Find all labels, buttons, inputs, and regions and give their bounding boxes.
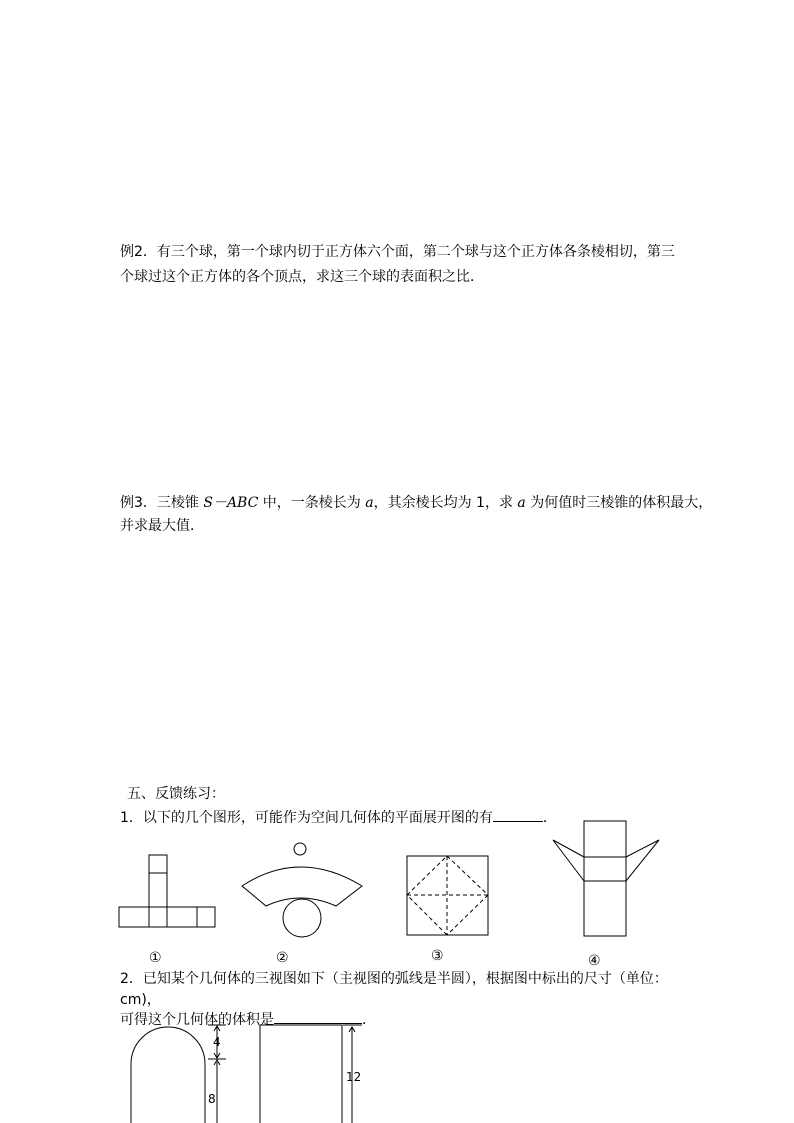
example3-line2: 并求最大值． (120, 518, 204, 534)
example3-mid2: ，其余棱长均为 1，求 (373, 495, 518, 511)
figure2-label: ② (276, 950, 289, 966)
figure1-net (119, 855, 217, 930)
side-view-drawing (258, 1022, 368, 1123)
question1-end: ． (542, 810, 557, 826)
example3-prefix: 例3．三棱锥 (120, 495, 204, 511)
question1-answer-blank[interactable] (493, 805, 543, 822)
example3-suffix: 为何值时三棱锥的体积最大， (525, 495, 713, 511)
pyramid-name: S－ABC (203, 495, 259, 511)
example3-mid1: 中，一条棱长为 (258, 495, 366, 511)
figure3-square-net (406, 855, 490, 937)
variable-a-2: a (517, 495, 526, 511)
figure4-prism-net (552, 820, 662, 938)
figure4-label: ④ (588, 953, 601, 969)
example3-line1 (120, 492, 712, 514)
dimension-top: 4 (213, 1035, 221, 1049)
figure3-label: ③ (431, 948, 444, 964)
question2-line2: cm)， (120, 992, 161, 1008)
question2-line1: 2．已知某个几何体的三视图如下（主视图的弧线是半圆），根据图中标出的尺寸（单位： (120, 971, 668, 987)
figure1-label: ① (149, 950, 162, 966)
example2-line2: 个球过这个正方体的各个顶点，求这三个球的表面积之比． (120, 269, 484, 285)
example2-line1: 例2．有三个球，第一个球内切于正方体六个面，第二个球与这个正方体各条棱相切，第三 (120, 244, 675, 260)
question2-text: 可得这个几何体的体积是 (120, 1012, 274, 1028)
dimension-height: 12 (346, 1070, 362, 1084)
dimension-bottom: 8 (208, 1092, 216, 1106)
question1-text: 1．以下的几个图形，可能作为空间几何体的平面展开图的有 (120, 810, 493, 826)
question2-end: ． (362, 1012, 376, 1028)
front-view-drawing (128, 1022, 238, 1123)
question1 (120, 805, 557, 829)
variable-a: a (365, 495, 374, 511)
figure2-cone-net (240, 840, 365, 940)
feedback-heading: 五、反馈练习： (127, 786, 225, 802)
